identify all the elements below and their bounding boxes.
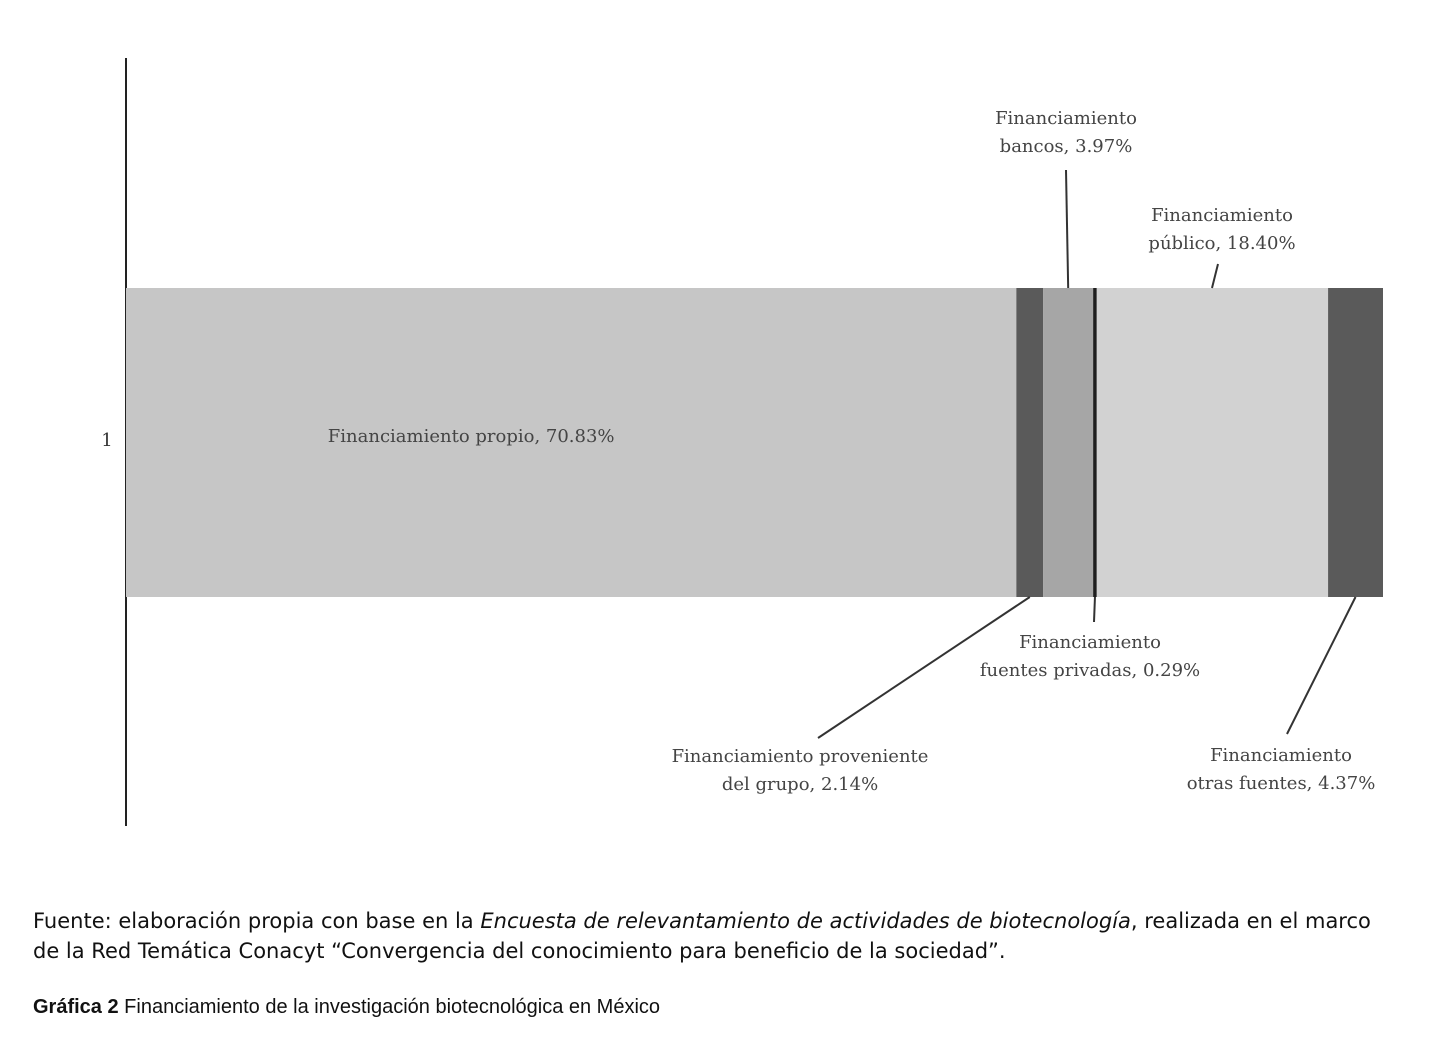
source-suffix: , realizada en el marco de la Red Temática Conacyt “Convergencia del conocimiento para beneficio de la sociedad”. (33, 909, 1371, 963)
data-label-financiamiento-propio: Financiamiento propio, 70.83% (327, 426, 615, 447)
figure-caption (33, 996, 660, 1019)
data-label-financiamiento-otras-fuentes: Financiamiento otras fuentes, 4.37% (1186, 745, 1376, 794)
bar-segment-financiamiento-publico (1097, 288, 1328, 597)
bar-segment-financiamiento-fuentes-privadas (1093, 288, 1097, 597)
caption-label: Gráfica 2 (33, 996, 119, 1018)
bar-segment-financiamiento-proveniente-del-grupo (1016, 288, 1043, 597)
caption-text: Financiamiento de la investigación biotecnológica en México (118, 996, 661, 1018)
leader-line-financiamiento-bancos (1066, 170, 1068, 288)
data-label-financiamiento-publico: Financiamiento público, 18.40% (1148, 205, 1296, 254)
data-label-financiamiento-bancos: Financiamiento bancos, 3.97% (995, 108, 1137, 157)
y-tick-label: 1 (101, 430, 113, 451)
leader-line-financiamiento-fuentes-privadas (1094, 597, 1095, 622)
leader-line-financiamiento-otras-fuentes (1287, 597, 1356, 734)
bar-segment-financiamiento-otras-fuentes (1328, 288, 1383, 597)
source-prefix: Fuente: elaboración propia con base en la (33, 909, 481, 933)
source-survey-title: Encuesta de relevantamiento de actividades de biotecnología (480, 909, 1131, 933)
bar-segment-financiamiento-bancos (1043, 288, 1093, 597)
data-label-financiamiento-proveniente-del-grupo: Financiamiento proveniente del grupo, 2.14% (671, 746, 929, 795)
leader-line-financiamiento-publico (1212, 264, 1218, 288)
data-label-financiamiento-fuentes-privadas: Financiamiento fuentes privadas, 0.29% (979, 632, 1201, 681)
source-note (33, 906, 1393, 966)
